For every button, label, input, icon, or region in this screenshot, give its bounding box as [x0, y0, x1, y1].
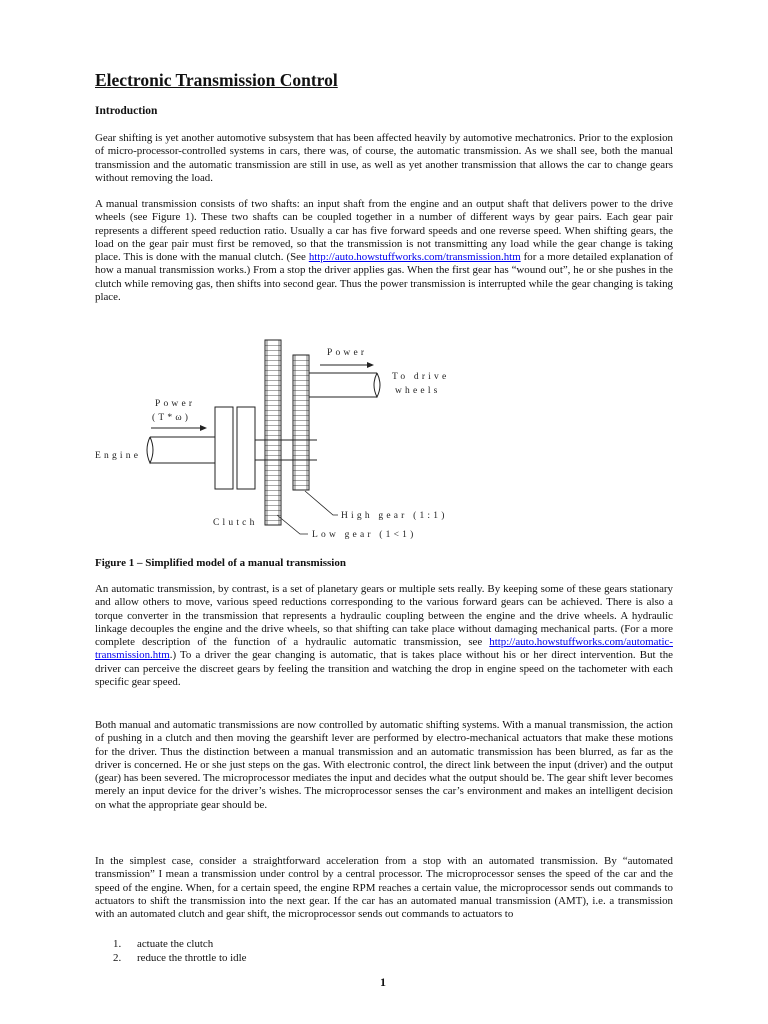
power-formula-label: (T*ω): [152, 413, 192, 423]
paragraph-automatic-transmission: [95, 583, 673, 689]
list-item-number: 2.: [113, 952, 122, 964]
page-number: 1: [380, 975, 386, 989]
paragraph-text: A manual transmission consists of two shafts: an input shaft from the engine and an output shaft that delivers power to the drive wheels (see Figure 1). These two shafts can be coupled together in a number of different ways by gear pairs. Each gear pair represents a different speed reduction ratio. Usually a car has five forward speeds and one reverse speed. When shifting gears, the load on the gear pair must first be removed, so that the transmission is not transmitting any load while the gear change is taking place. This is done with the manual clutch. (See: [95, 198, 673, 264]
paragraph-text: for a more detailed explanation of how a manual transmission works.) From a stop the driver applies gas. When the first gear has “wound out”, he or she pushes in the clutch while removing gas, then shifts into second gear. Thus the power transmission is interrupted while the gear changing is taking place.: [95, 251, 674, 304]
paragraph-text: .) To a driver the gear changing is automatic, that is takes place without his or her direct intervention. But the driver can perceive the discreet gears by feeling the transition and watching the drop in engine speed on the tachometer with each specific gear speed.: [95, 649, 673, 689]
figure-caption: Figure 1 – Simplified model of a manual transmission: [95, 557, 346, 569]
low-gear: [265, 340, 281, 525]
to-drive-label: To drive: [392, 372, 450, 382]
clutch-plate-right: [237, 407, 255, 489]
actuator-steps-list: [113, 937, 246, 965]
howstuffworks-automatic-link[interactable]: http://auto.howstuffworks.com/automatic-transmission.htm: [95, 636, 673, 662]
list-item-text: actuate the clutch: [137, 938, 214, 950]
high-gear-leader: [305, 491, 338, 515]
low-gear-label: Low gear (1<1): [312, 530, 417, 540]
document-title: Electronic Transmission Control: [95, 70, 338, 90]
paragraph-manual-transmission: [95, 198, 673, 304]
engine-label: Engine: [95, 451, 142, 461]
list-item-text: reduce the throttle to idle: [137, 952, 247, 964]
clutch-label: Clutch: [213, 518, 258, 528]
howstuffworks-transmission-link[interactable]: http://auto.howstuffworks.com/transmission.htm: [308, 251, 521, 264]
paragraph-automatic-shifting: Both manual and automatic transmissions are now controlled by automatic shifting systems. With a manual transmission, the action of pushing in a clutch and then moving the gearshift lever are performed by electro-mechanical actuators that make these motions for the driver. Thus the distinction between a manual transmission and an automatic transmission has been blurred, as far as the driver is concerned. He or she just steps on the gas. With electronic control, the direct link between the input (driver) and the output (gear) has been severed. The microprocessor mediates the input and decides what the output should be. The gear shift lever becomes merely an input device for the driver’s wishes. The microprocessor senses the car’s environment and makes an intelligent decision on what the appropriate gear should be.: [95, 719, 673, 811]
clutch-plate-left: [215, 407, 233, 489]
output-shaft: [309, 373, 380, 397]
power-in-arrowhead: [200, 425, 207, 431]
list-item-number: 1.: [113, 938, 122, 950]
paragraph-acceleration: In the simplest case, consider a straightforward acceleration from a stop with an automated transmission. By “automated transmission” I mean a transmission under control by a central processor. The microprocessor senses the speed of the car and the speed of the engine. When, for a certain speed, the engine RPM reaches a certain value, the microprocessor sends out commands to actuators to shift the transmission into the next gear. If the car has an automated manual transmission (AMT), i.e. a transmission with an automated clutch and gear shift, the microprocessor sends out commands to actuators to: [95, 855, 673, 921]
section-heading: Introduction: [95, 105, 158, 117]
list-item: [113, 937, 246, 951]
input-shaft: [147, 437, 215, 463]
paragraph-text: An automatic transmission, by contrast, is a set of planetary gears or multiple sets really. By keeping some of these gears stationary and allow others to move, various speed reductions corresponding to the various forward gears can be achieved. There is also a torque converter in the transmission that represents a hydraulic coupling between the engine and the drive wheels. A hydraulic linkage decouples the engine and the drive wheels, so that shifting can take place without damaging mechanical parts. (For a more complete description of the function of a hydraulic automatic transmission, see: [95, 583, 673, 649]
power-in-label: Power: [155, 399, 196, 409]
list-item: [113, 951, 246, 965]
power-out-label: Power: [327, 348, 368, 358]
power-out-arrowhead: [367, 362, 374, 368]
wheels-label: wheels: [395, 386, 441, 396]
low-gear-leader: [277, 515, 308, 534]
paragraph-intro: Gear shifting is yet another automotive subsystem that has been affected heavily by automotive mechatronics. Prior to the explosion of micro-processor-controlled systems in cars, there was, of course, the automatic transmission. As we shall see, both the manual transmission and the automatic transmission are still in use, as well as yet another transmission that allows the car to change gears without removing the load.: [95, 132, 673, 184]
transmission-figure: [95, 335, 673, 545]
high-gear-label: High gear (1:1): [341, 511, 448, 521]
high-gear: [293, 355, 309, 490]
